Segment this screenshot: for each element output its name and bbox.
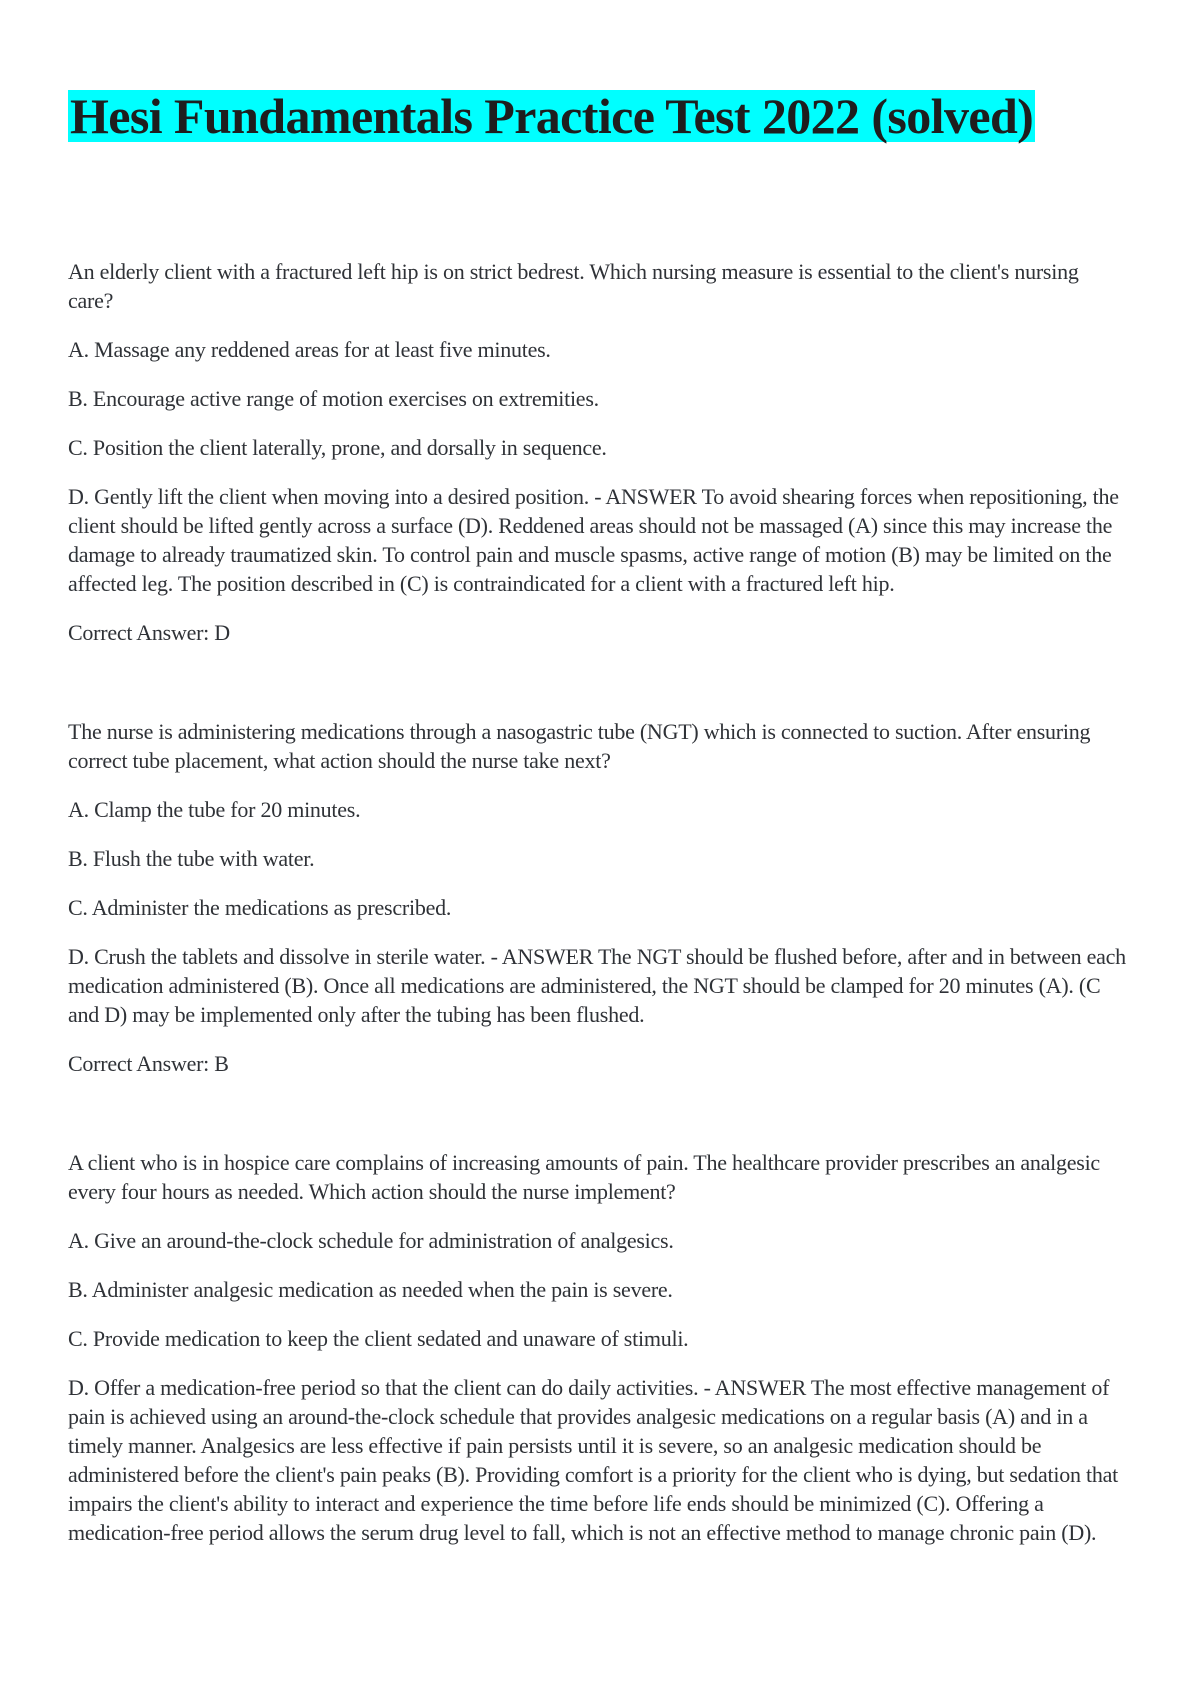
option-a: A. Massage any reddened areas for at least five minutes. xyxy=(68,337,551,362)
option-a: A. Give an around-the-clock schedule for administration of analgesics. xyxy=(68,1228,674,1253)
option-c: C. Position the client laterally, prone, and dorsally in sequence. xyxy=(68,435,607,460)
title-block xyxy=(68,90,1035,142)
question-3 xyxy=(68,1148,1128,1547)
option-c: C. Provide medication to keep the client sedated and unaware of stimuli. xyxy=(68,1326,689,1351)
option-a: A. Clamp the tube for 20 minutes. xyxy=(68,797,361,822)
page-title: Hesi Fundamentals Practice Test 2022 (solved) xyxy=(70,88,1034,144)
option-b: B. Administer analgesic medication as needed when the pain is severe. xyxy=(68,1277,673,1302)
questions-list xyxy=(68,257,1128,1567)
question-2 xyxy=(68,717,1128,1078)
question-stem: The nurse is administering medications through a nasogastric tube (NGT) which is connected to suction. After ensuring correct tube placement, what action should the nurse take next? xyxy=(68,719,1091,773)
question-stem: An elderly client with a fractured left hip is on strict bedrest. Which nursing measure is essential to the client's nursing care? xyxy=(68,259,1079,313)
correct-answer: Correct Answer: D xyxy=(68,620,230,645)
option-d-with-rationale: D. Crush the tablets and dissolve in sterile water. - ANSWER The NGT should be flushed before, after and in between each medication administered (B). Once all medications are administered, the NGT should be clamped for 20 minutes (A). (C and D) may be implemented only after the tubing has been flushed. xyxy=(68,944,1126,1027)
option-d-with-rationale: D. Gently lift the client when moving into a desired position. - ANSWER To avoid shearing forces when repositioning, the client should be lifted gently across a surface (D). Reddened areas should not be massaged (A) since this may increase the damage to already traumatized skin. To control pain and muscle spasms, active range of motion (B) may be limited on the affected leg. The position described in (C) is contraindicated for a client with a fractured left hip. xyxy=(68,484,1119,596)
option-b: B. Encourage active range of motion exercises on extremities. xyxy=(68,386,599,411)
correct-answer: Correct Answer: B xyxy=(68,1051,229,1076)
option-d-with-rationale: D. Offer a medication-free period so that the client can do daily activities. - ANSWER The most effective management of pain is achieved using an around-the-clock schedule that provides analgesic medications on a regular basis (A) and in a timely manner. Analgesics are less effective if pain persists until it is severe, so an analgesic medication should be administered before the client's pain peaks (B). Providing comfort is a priority for the client who is dying, but sedation that impairs the client's ability to interact and experience the time before life ends should be minimized (C). Offering a medication-free period allows the serum drug level to fall, which is not an effective method to manage chronic pain (D). xyxy=(68,1375,1118,1545)
question-1 xyxy=(68,257,1128,647)
option-b: B. Flush the tube with water. xyxy=(68,846,315,871)
option-c: C. Administer the medications as prescribed. xyxy=(68,895,452,920)
question-stem: A client who is in hospice care complains of increasing amounts of pain. The healthcare provider prescribes an analgesic every four hours as needed. Which action should the nurse implement? xyxy=(68,1150,1100,1204)
